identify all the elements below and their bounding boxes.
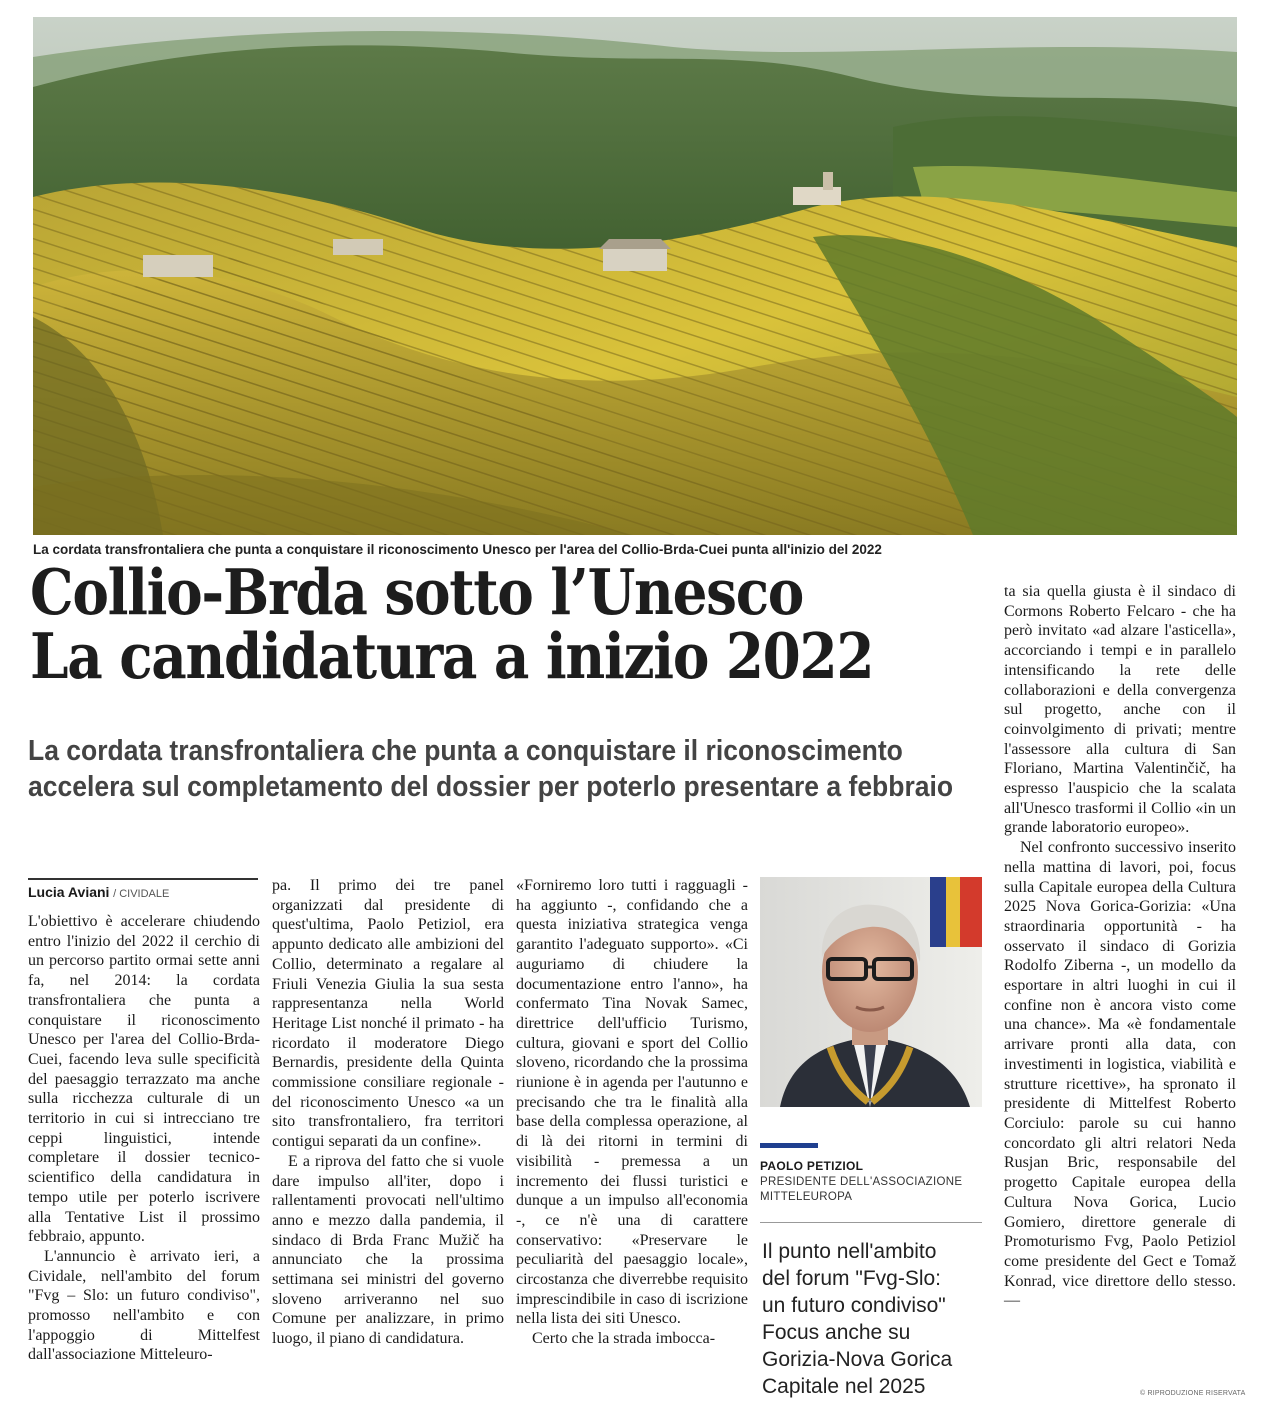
article-paragraph: pa. Il primo dei tre panel organizzati dal presidente di quest'ultima, Paolo Petiziol, era appunto dedicato alle ambizioni del Collio, determinato a regalare al Friuli Venezia Giulia la sua sesta rappresentanza nella World Heritage List nonché il primato - ha ricordato il moderatore Diego Bernardis, presidente della Quinta commissione consiliare regionale - del riconoscimento Unesco «a un sito transfrontaliero, fra territori contigui separati da un confine».: [272, 877, 504, 1151]
pull-quote-line: Focus anche su: [762, 1321, 911, 1344]
byline-author: Lucia Aviani: [28, 884, 110, 900]
pull-quote-line: Il punto nell'ambito: [762, 1240, 937, 1263]
aerial-vineyard-photo: [33, 17, 1237, 535]
pull-quote-line: Capitale nel 2025: [762, 1375, 926, 1398]
article-column-2: [272, 876, 504, 1349]
caption-accent-bar: [760, 1143, 818, 1148]
pull-quote-line: del forum "Fvg-Slo:: [762, 1267, 942, 1290]
article-paragraph: E a riprova del fatto che si vuole dare impulso all'iter, dopo i rallentamenti provocati nell'ultimo anno e mezzo dalla pandemia, il sindaco di Brda Franc Mužič ha annunciato che la prossima settimana sei ministri del governo sloveno arriveranno nel suo Comune per analizzare, in primo luogo, il piano di candidatura.: [272, 1152, 504, 1348]
pull-quote: [762, 1238, 987, 1400]
article-paragraph: L'annuncio è arrivato ieri, a Cividale, nell'ambito del forum "Fvg – Slo: un futuro condiviso", promosso nell'ambito e con l'appoggio di Mittelfest dall'associazione Mitteleuro-: [28, 1247, 260, 1364]
byline-place: CIVIDALE: [119, 888, 170, 900]
article-paragraph: ta sia quella giusta è il sindaco di Cormons Roberto Felcaro - che ha però invitato «ad alzare l'asticella», accorciando i tempi e in parallelo intensificando la rete delle collaborazioni e della convergenza sul progetto, anche con il coinvolgimento di privati; mentre l'assessore alla cultura di San Floriano, Martina Valentinčič, ha espresso l'auspicio che la scalata all'Unesco trasformi il Collio «in un grande laboratorio europeo».: [1004, 583, 1236, 837]
headline: [30, 555, 874, 693]
portrait-photo: [760, 877, 982, 1107]
headline-line-1: Collio-Brda sotto l’Unesco: [30, 555, 804, 629]
subheadline-line-2: accelera sul completamento del dossier per poterlo presentare a febbraio: [28, 771, 954, 803]
article-column-4: [1004, 582, 1236, 1311]
article-paragraph: Certo che la strada imbocca-: [532, 1330, 716, 1348]
photo-caption: La cordata transfrontaliera che punta a conquistare il riconoscimento Unesco per l'area del Collio-Brda-Cuei punta all'inizio del 2022: [33, 542, 882, 557]
subheadline: [28, 733, 954, 805]
byline: [28, 878, 258, 900]
pull-quote-line: un futuro condiviso": [762, 1294, 946, 1317]
portrait-role: PRESIDENTE DELL'ASSOCIAZIONE MITTELEUROPA: [760, 1176, 963, 1203]
article-paragraph: Nel confronto successivo inserito nella mattina di lavori, poi, focus sulla Capitale europea della Cultura 2025 Nova Gorica-Gorizia: «Una straordinaria opportunità - ha osservato il sindaco di Gorizia Rodolfo Ziberna -, un modello da esportare in altri luoghi in cui il confine non è ancora visto come una chance». Ma «è fondamentale arrivare pronti alla data, con investimenti in logistica, viabilità e strutture ricettive», ha spronato il presidente di Mittelfest Roberto Corciulo: parole su cui hanno concordato gli altri relatori Neda Rusjan Bric, responsabile del progetto Capitale europea della Cultura Nova Gorica, Lucio Gomiero, direttore generale di Promoturismo Fvg, Paolo Petiziol come presidente del Gect e Tomaž Konrad, vice direttore dello stesso. —: [1004, 839, 1236, 1310]
article-paragraph: L'obiettivo è accelerare chiudendo entro l'inizio del 2022 il cerchio di un percorso partito ormai sette anni fa, nel 2014: la cordata transfrontaliera che punta a conquistare il riconoscimento Unesco per l'area del Collio-Brda-Cuei, facendo leva sulle specificità del paesaggio terrazzato ma anche sulla ricchezza culturale di un territorio in cui si intrecciano tre ceppi linguistici, intende completare il dossier tecnico-scientifico della candidatura in tempo utile per poterlo iscrivere alla Tentative List il prossimo febbraio, appunto.: [28, 913, 260, 1246]
byline-separator: /: [113, 888, 120, 900]
pull-quote-line: Gorizia-Nova Gorica: [762, 1348, 953, 1371]
article-column-1: [28, 912, 260, 1365]
copyright-notice: © RIPRODUZIONE RISERVATA: [1140, 1390, 1246, 1397]
subheadline-line-1: La cordata transfrontaliera che punta a conquistare il riconoscimento: [28, 735, 903, 767]
article-column-3: [516, 876, 748, 1349]
divider: [760, 1222, 982, 1223]
headline-line-2: La candidatura a inizio 2022: [30, 619, 874, 693]
article-paragraph: «Forniremo loro tutti i ragguagli - ha aggiunto -, confidando che a questa iniziativa strategica venga garantito l'adeguato supporto». «Ci auguriamo di chiudere la documentazione entro l'anno», ha confermato Tina Novak Samec, direttrice dell'ufficio Turismo, cultura, giovani e sport del Collio sloveno, ricordando che la prossima riunione è in agenda per l'autunno e precisando che tra le finalità alla base della complessa operazione, al di là dei ritorni in termini di visibilità - premessa a un incremento dei flussi turistici e dunque a un impulso all'economia -, ce n'è una di carattere conservativo: «Preservare le peculiarità del paesaggio locale», circostanza che diverrebbe requisito imprescindibile in caso di iscrizione nella lista dei siti Unesco.: [516, 877, 748, 1328]
portrait-name: PAOLO PETIZIOL: [760, 1159, 864, 1173]
